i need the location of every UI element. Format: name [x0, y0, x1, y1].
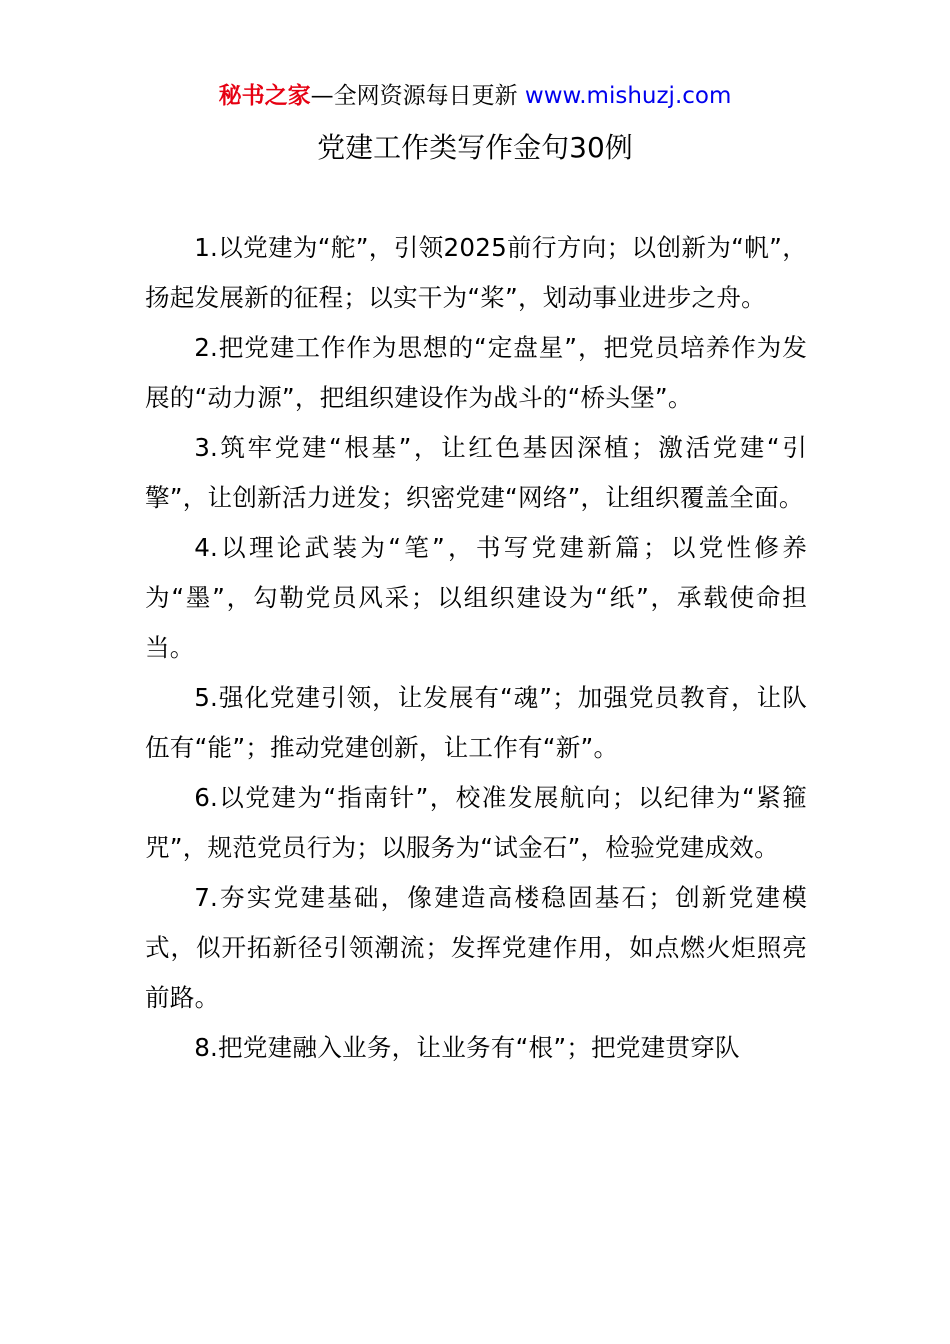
header-tagline: —全网资源每日更新	[310, 83, 525, 109]
site-header	[0, 80, 950, 112]
paragraph-3: 3.筑牢党建“根基”，让红色基因深植；激活党建“引擎”，让创新活力迸发；织密党建“网络”，让组织覆盖全面。	[145, 433, 807, 512]
brand-name: 秘书之家	[218, 83, 311, 109]
document-title: 党建工作类写作金句30例	[317, 131, 633, 164]
paragraph-7: 7.夯实党建基础，像建造高楼稳固基石；创新党建模式，似开拓新径引领潮流；发挥党建作用，如点燃火炬照亮前路。	[145, 883, 807, 1012]
paragraph-5: 5.强化党建引领，让发展有“魂”；加强党员教育，让队伍有“能”；推动党建创新，让工作有“新”。	[145, 683, 807, 762]
paragraph-1: 1.以党建为“舵”，引领2025前行方向；以创新为“帆”，扬起发展新的征程；以实干为“桨”，划动事业进步之舟。	[145, 233, 807, 312]
paragraph-6: 6.以党建为“指南针”，校准发展航向；以纪律为“紧箍咒”，规范党员行为；以服务为“试金石”，检验党建成效。	[145, 783, 807, 862]
paragraph-2: 2.把党建工作作为思想的“定盘星”，把党员培养作为发展的“动力源”，把组织建设作为战斗的“桥头堡”。	[145, 333, 807, 412]
document-body	[145, 223, 807, 1073]
paragraph-8: 8.把党建融入业务，让业务有“根”；把党建贯穿队	[194, 1033, 740, 1062]
paragraph-4: 4.以理论武装为“笔”，书写党建新篇；以党性修养为“墨”，勾勒党员风采；以组织建设为“纸”，承载使命担当。	[145, 533, 807, 662]
site-url-link[interactable]: www.mishuzj.com	[524, 83, 732, 109]
